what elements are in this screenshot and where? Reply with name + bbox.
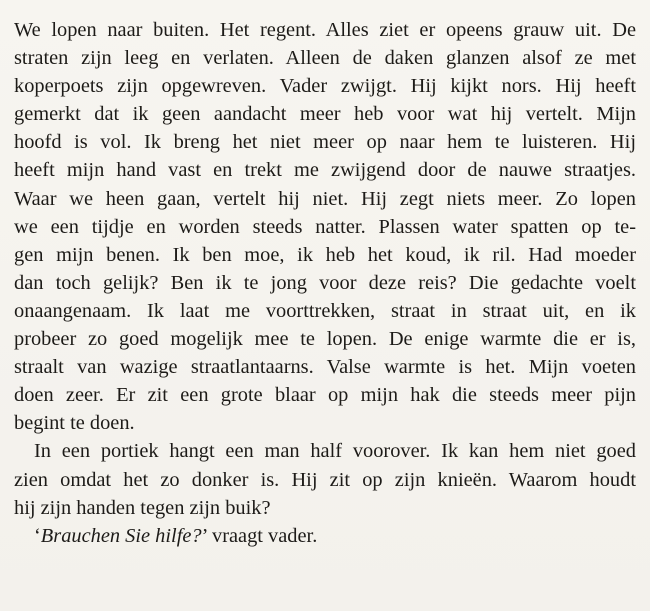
text-line: probeer zo goed mogelijk mee te lopen. De enige warmte die er is, xyxy=(14,328,636,351)
text-line: gemerkt dat ik geen aandacht meer heb voor wat hij vertelt. Mijn xyxy=(14,103,636,126)
dialogue-line xyxy=(14,522,636,550)
text-line: gen mijn benen. Ik ben moe, ik heb het koud, ik ril. Had moeder xyxy=(14,243,636,266)
text-line: begint te doen. xyxy=(14,412,135,435)
text-line: In een portiek hangt een man half voorover. Ik kan hem niet goed xyxy=(34,440,636,463)
text-line: hij zijn handen tegen zijn buik? xyxy=(14,496,271,519)
body-text xyxy=(14,16,636,550)
close-quote: ’ xyxy=(201,524,207,547)
text-line: heeft mijn hand vast en trekt me zwijgend door de nauwe straatjes. xyxy=(14,159,636,182)
text-line: hoofd is vol. Ik breng het niet meer op naar hem te luisteren. Hij xyxy=(14,131,636,154)
text-line: straten zijn leeg en verlaten. Alleen de daken glanzen alsof ze met xyxy=(14,47,636,70)
open-quote: ‘ xyxy=(34,524,41,547)
text-line: dan toch gelijk? Ben ik te jong voor deze reis? Die gedachte voelt xyxy=(14,271,636,294)
text-line: onaangenaam. Ik laat me voorttrekken, straat in straat uit, en ik xyxy=(14,299,636,322)
text-line: We lopen naar buiten. Het regent. Alles ziet er opeens grauw uit. De xyxy=(14,19,636,41)
text-line: koperpoets zijn opgewreven. Vader zwijgt. Hij kijkt nors. Hij heeft xyxy=(14,75,636,98)
text-line: doen zeer. Er zit een grote blaar op mijn hak die steeds meer pijn xyxy=(14,384,636,407)
dialogue-attribution: vraagt vader. xyxy=(206,524,318,547)
text-line: we een tijdje en worden steeds natter. Plassen water spatten op te- xyxy=(14,215,636,238)
text-line: straalt van wazige straatlantaarns. Valse warmte is het. Mijn voeten xyxy=(14,356,636,379)
dialogue-quote: Brauchen Sie hilfe? xyxy=(40,524,202,547)
text-line: Waar we heen gaan, vertelt hij niet. Hij zegt niets meer. Zo lopen xyxy=(14,187,636,210)
text-line: zien omdat het zo donker is. Hij zit op zijn knieën. Waarom houdt xyxy=(14,468,636,491)
